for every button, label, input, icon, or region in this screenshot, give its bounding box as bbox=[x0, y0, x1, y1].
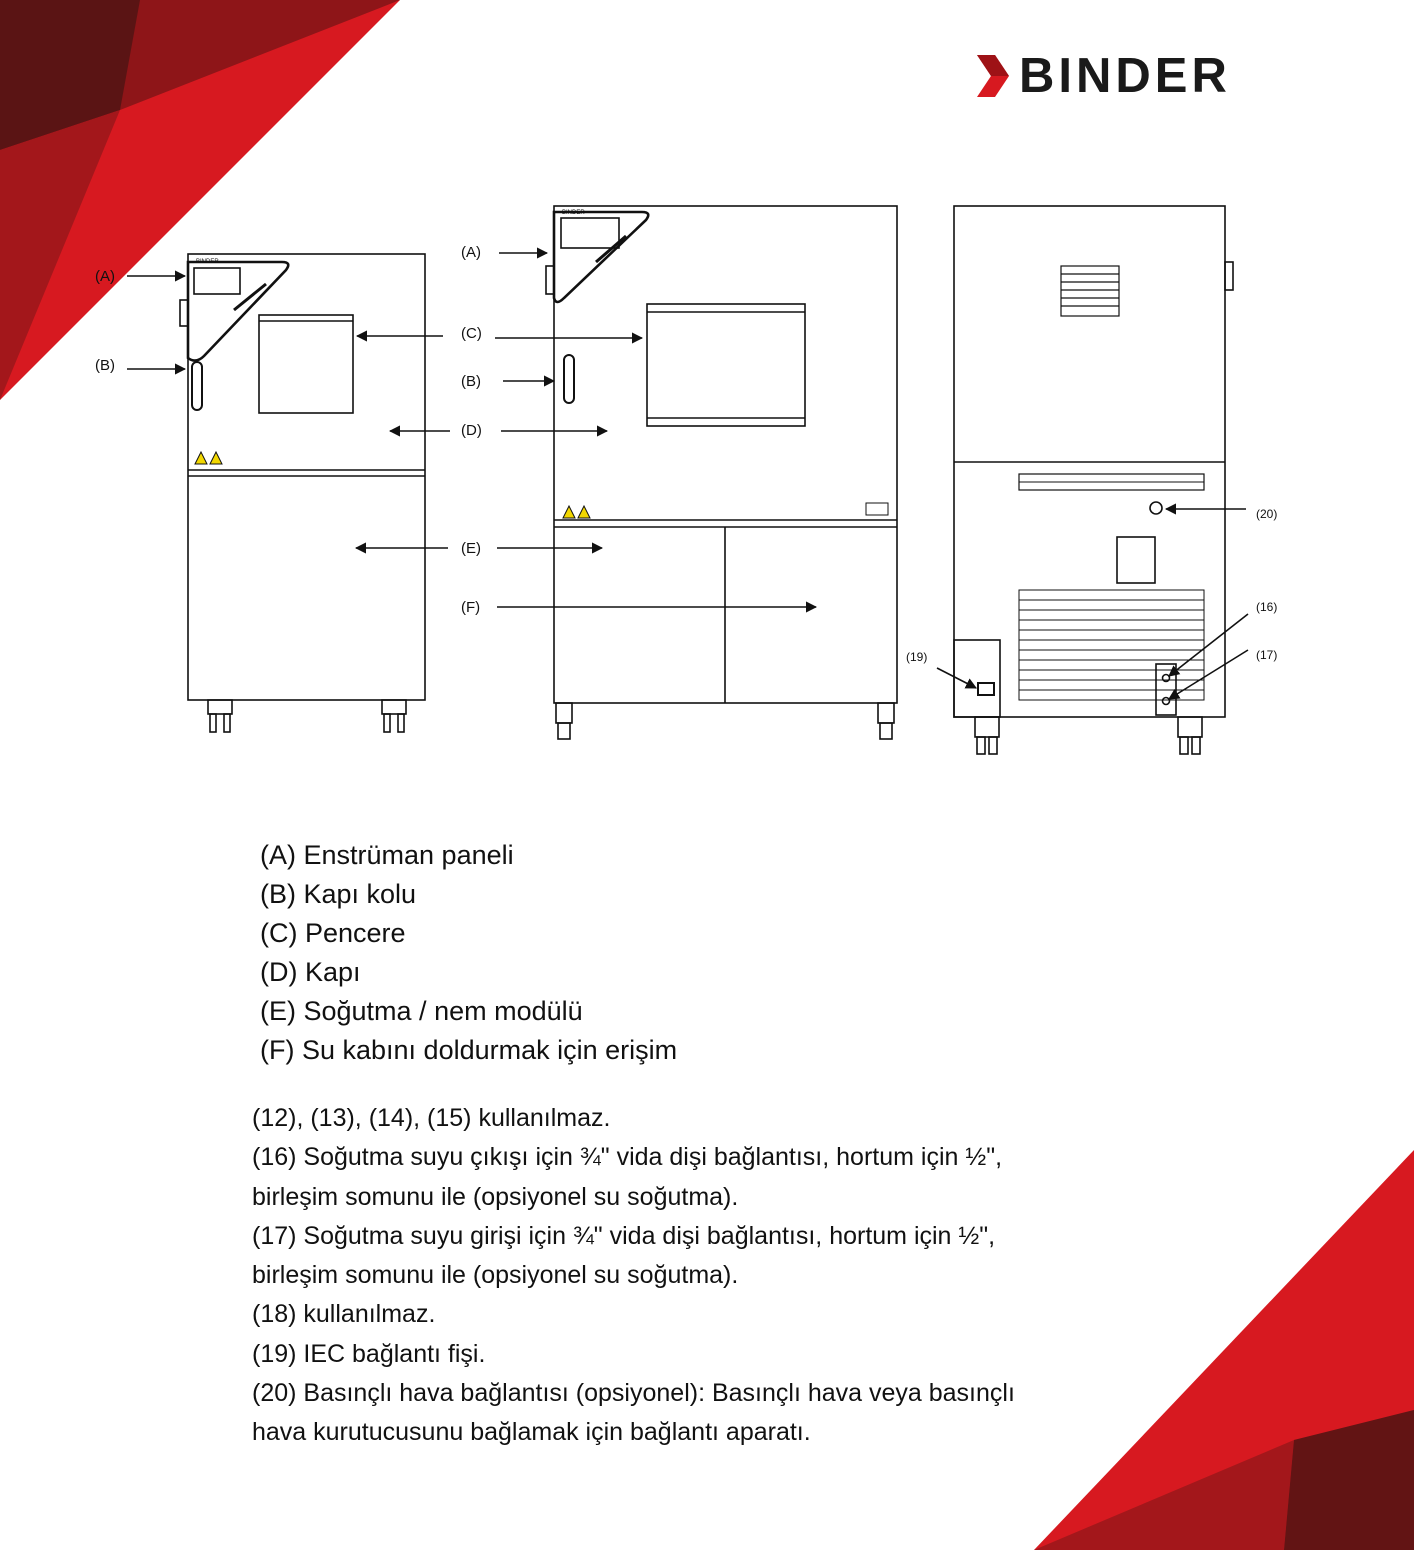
legend-item: (C) Pencere bbox=[260, 918, 406, 948]
legend-item: (B) Kapı kolu bbox=[260, 879, 417, 909]
note-line: (16) Soğutma suyu çıkışı için ¾" vida dişi bağlantısı, hortum için ½", bbox=[252, 1143, 1003, 1172]
logo-text: BINDER bbox=[1019, 49, 1231, 103]
note-line: (12), (13), (14), (15) kullanılmaz. bbox=[252, 1104, 611, 1132]
note-line: (17) Soğutma suyu girişi için ¾" vida dişi bağlantısı, hortum için ½", bbox=[252, 1221, 996, 1250]
svg-text:BINDER: BINDER bbox=[196, 259, 219, 265]
front-view-large bbox=[356, 206, 897, 739]
svg-text:BINDER: BINDER bbox=[562, 210, 585, 216]
note-line: birleşim somunu ile (opsiyonel su soğutma). bbox=[252, 1261, 739, 1290]
back-view bbox=[937, 206, 1248, 754]
note-line: (18) kullanılmaz. bbox=[252, 1300, 436, 1329]
note-line: hava kurutucusunu bağlamak için bağlantı aparatı. bbox=[252, 1418, 811, 1447]
legend-item: (A) Enstrüman paneli bbox=[260, 840, 514, 870]
front-view-small bbox=[127, 254, 425, 732]
note-line: (20) Basınçlı hava bağlantısı (opsiyonel): Basınçlı hava veya basınçlı bbox=[252, 1379, 1015, 1408]
note-line: (19) IEC bağlantı fişi. bbox=[252, 1339, 486, 1368]
callout-16: (16) bbox=[1256, 600, 1278, 614]
callout-20: (20) bbox=[1256, 507, 1278, 521]
callout-17: (17) bbox=[1256, 648, 1278, 662]
parts-legend bbox=[260, 836, 677, 1070]
callout-a-large: (A) bbox=[461, 244, 481, 261]
legend-item: (F) Su kabını doldurmak için erişim bbox=[260, 1035, 678, 1065]
callout-c-large: (C) bbox=[461, 325, 482, 342]
legend-item: (D) Kapı bbox=[260, 957, 361, 987]
callout-b-large: (B) bbox=[461, 373, 481, 390]
callout-e-large: (E) bbox=[461, 540, 481, 557]
legend-item: (E) Soğutma / nem modülü bbox=[260, 996, 583, 1026]
note-line: birleşim somunu ile (opsiyonel su soğutma). bbox=[252, 1182, 739, 1211]
callout-b-small: (B) bbox=[95, 357, 115, 374]
callout-f-large: (F) bbox=[461, 599, 481, 616]
callout-19: (19) bbox=[906, 650, 928, 664]
connection-notes bbox=[252, 1099, 1152, 1453]
callout-a-small: (A) bbox=[95, 268, 115, 285]
callout-d-large: (D) bbox=[461, 422, 482, 439]
